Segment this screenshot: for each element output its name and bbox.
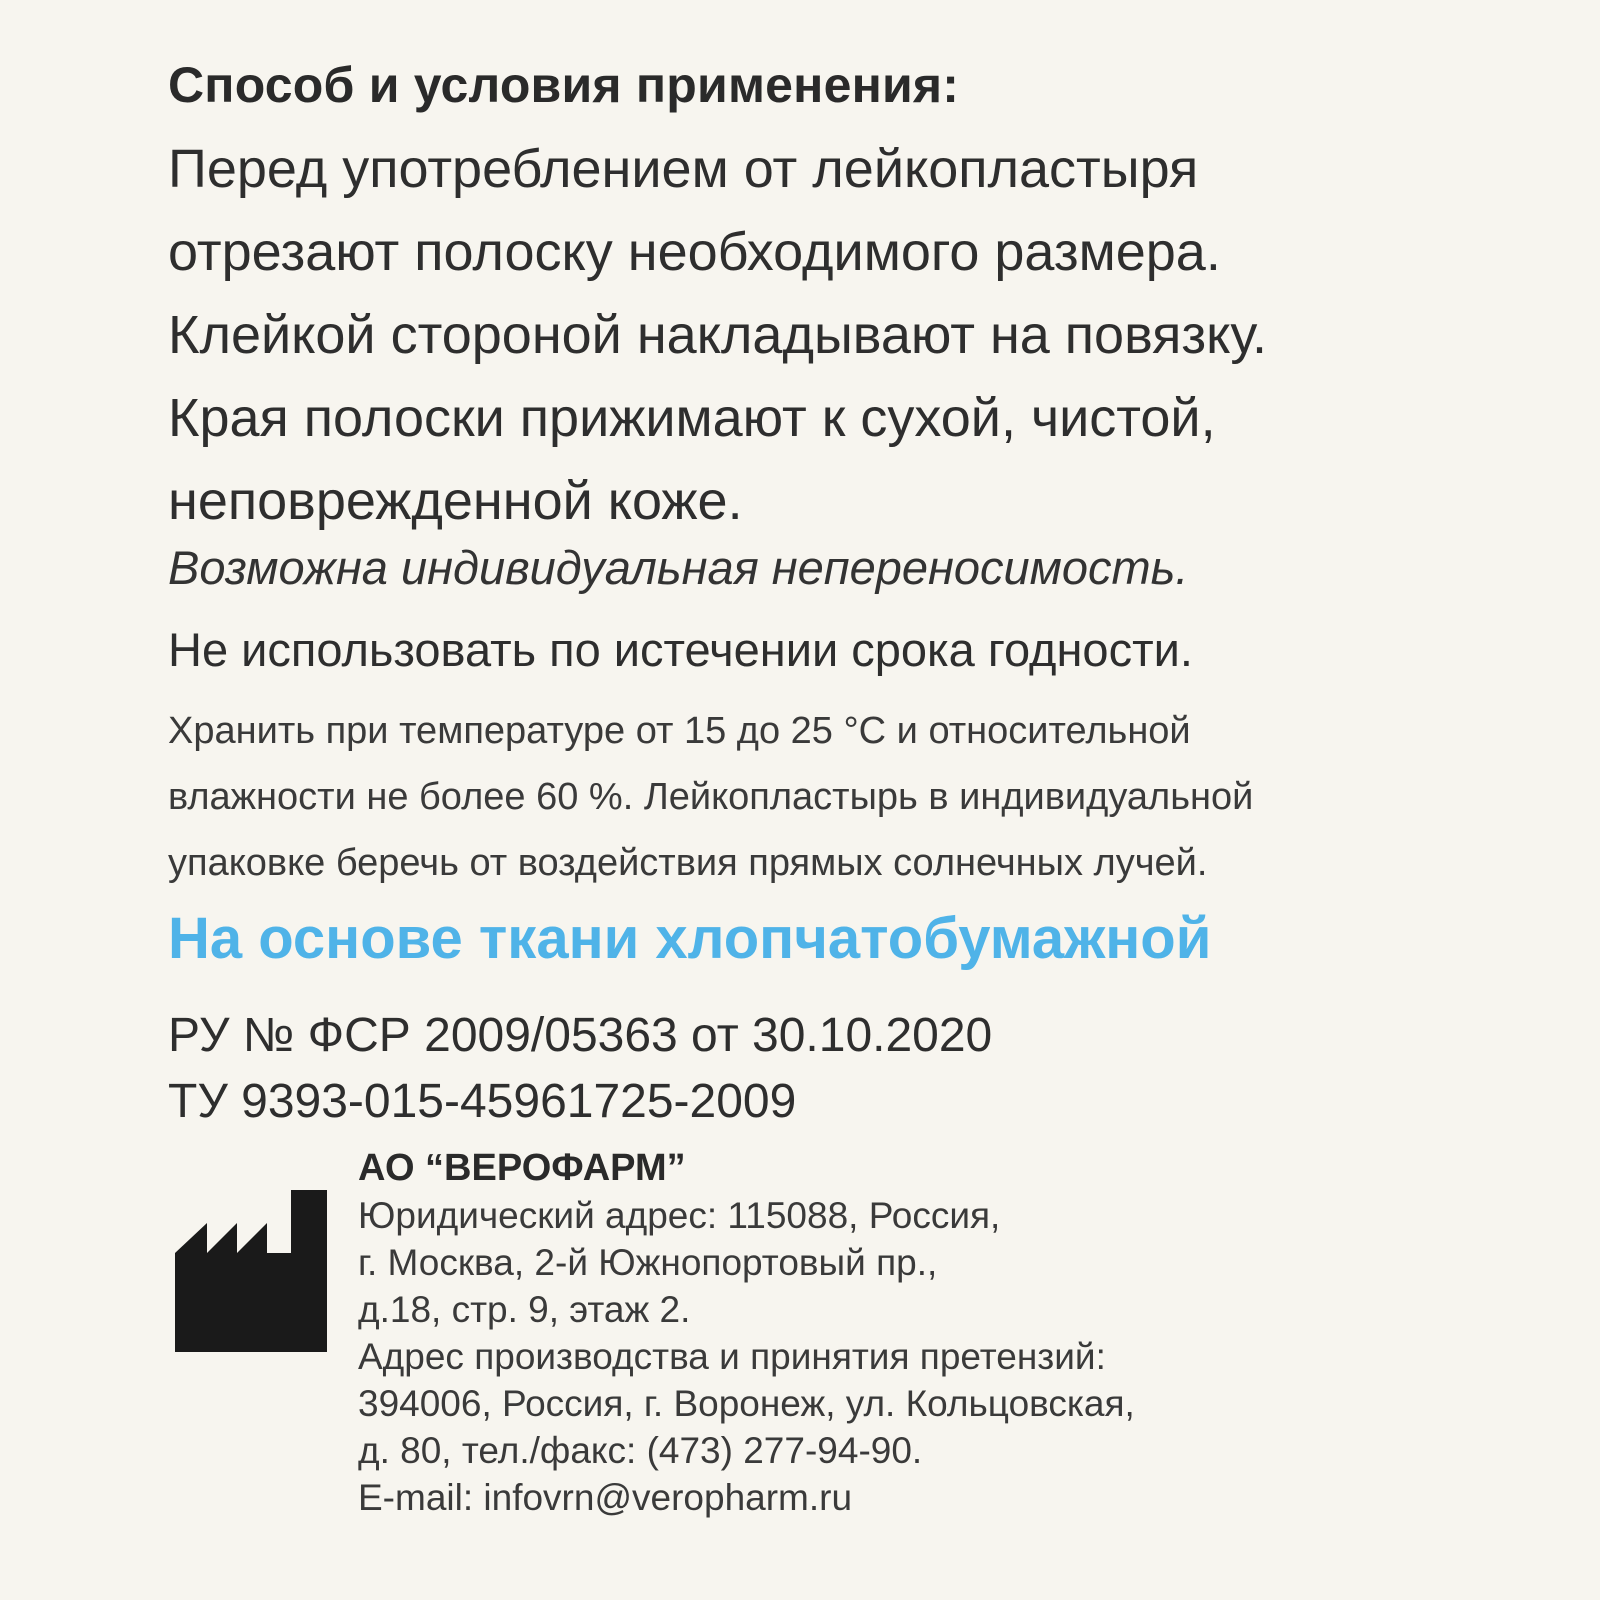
company-name: АО “ВЕРОФАРМ” xyxy=(358,1147,686,1189)
address-line: Адрес производства и принятия претензий: xyxy=(358,1336,1106,1377)
intolerance-warning: Возможна индивидуальная непереносимость. xyxy=(168,541,1189,594)
address-line: Юридический адрес: 115088, Россия, xyxy=(358,1195,1001,1236)
address-line: г. Москва, 2-й Южнопортовый пр., xyxy=(358,1242,938,1283)
registration-info xyxy=(168,1003,992,1135)
address-line: д.18, стр. 9, этаж 2. xyxy=(358,1289,691,1330)
technical-spec-number: ТУ 9393-015-45961725-2009 xyxy=(168,1075,797,1128)
instruction-line: Края полоски прижимают к сухой, чистой, xyxy=(168,388,1216,448)
storage-line: упаковке беречь от воздействия прямых солнечных лучей. xyxy=(168,842,1208,884)
usage-heading: Способ и условия применения: xyxy=(168,57,960,113)
manufacturer-info xyxy=(358,1145,1135,1521)
usage-instructions xyxy=(168,128,1267,543)
instruction-line: Клейкой стороной накладывают на повязку. xyxy=(168,305,1267,365)
instruction-line: неповрежденной коже. xyxy=(168,471,743,531)
instruction-line: отрезают полоску необходимого размера. xyxy=(168,222,1221,282)
registration-number: РУ № ФСР 2009/05363 от 30.10.2020 xyxy=(168,1009,993,1062)
storage-conditions xyxy=(168,698,1253,896)
factory-icon xyxy=(175,1190,327,1352)
address-line: д. 80, тел./факс: (473) 277-94-90. xyxy=(358,1430,923,1471)
expiry-notice: Не использовать по истечении срока годности. xyxy=(168,623,1193,676)
storage-line: влажности не более 60 %. Лейкопластырь в индивидуальной xyxy=(168,776,1254,818)
material-description: На основе ткани хлопчатобумажной xyxy=(168,906,1212,971)
email-line: E-mail: infovrn@veropharm.ru xyxy=(358,1477,853,1518)
address-line: 394006, Россия, г. Воронеж, ул. Кольцовская, xyxy=(358,1383,1135,1424)
storage-line: Хранить при температуре от 15 до 25 °С и относительной xyxy=(168,710,1191,752)
instruction-line: Перед употреблением от лейкопластыря xyxy=(168,139,1199,199)
